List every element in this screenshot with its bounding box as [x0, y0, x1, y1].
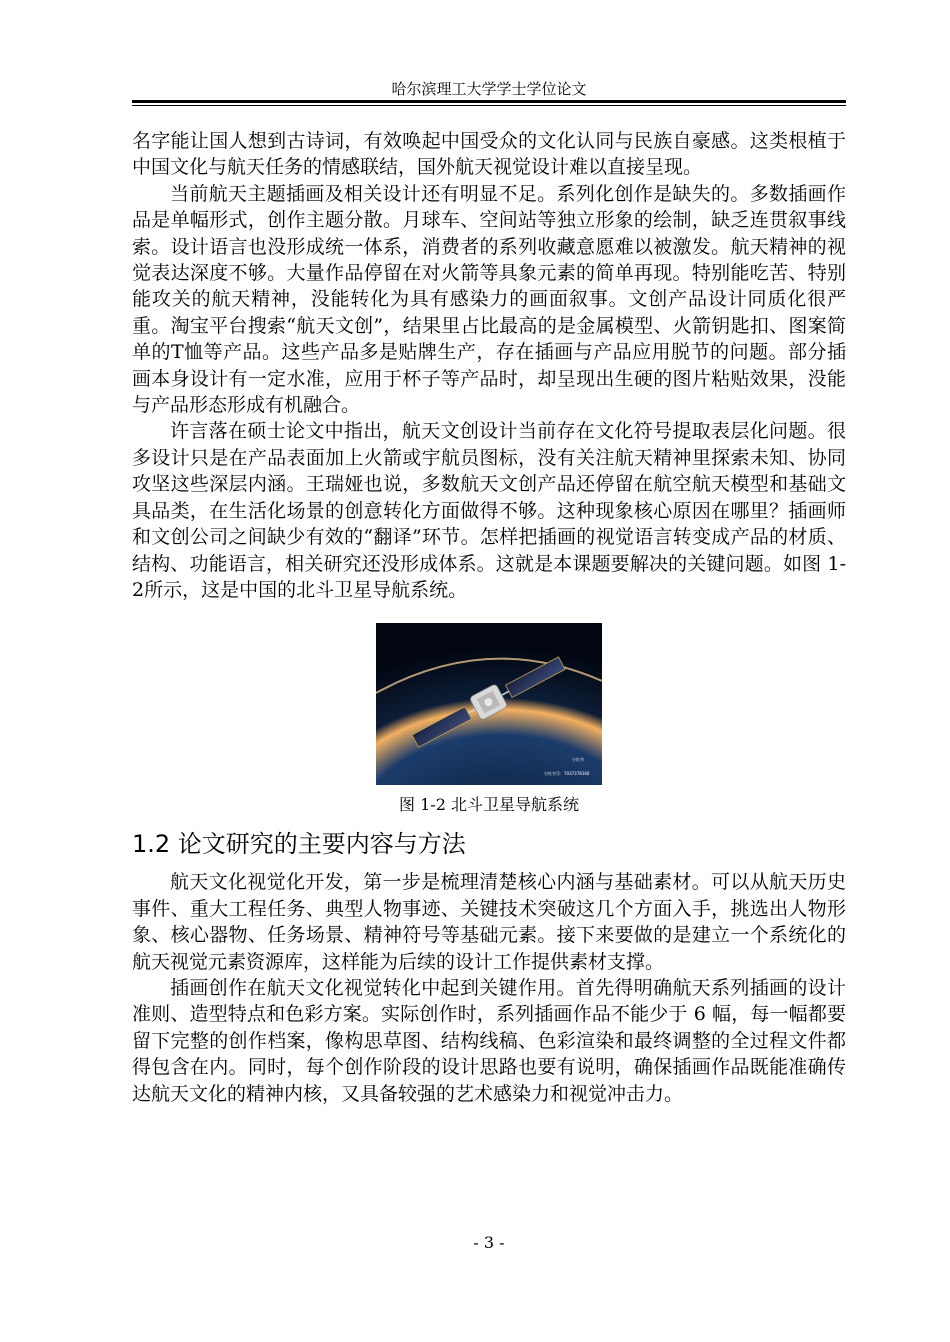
page-number: - 3 - — [473, 1233, 505, 1252]
running-header: 哈尔滨理工大学学士学位论文 — [391, 80, 587, 98]
section-heading: 1.2 论文研究的主要内容与方法 — [132, 830, 466, 859]
body-paragraph: 航天文化视觉化开发，第一步是梳理清楚核心内涵与基础素材。可以从航天历史事件、重大工程任务、典型人物事迹、关键技术突破这几个方面入手，挑选出人物形象、核心器物、任务场景、精神符号等基础元素。接下来要做的是建立一个系统化的航天视觉元素资源库，这样能为后续的设计工作提供素材支撑。 — [132, 871, 846, 973]
header-rule-thick — [132, 100, 846, 103]
page-body — [132, 128, 846, 1107]
figure-1-2 — [132, 623, 846, 815]
body-paragraph: 名字能让国人想到古诗词，有效唤起中国受众的文化认同与民族自豪感。这类根植于中国文化与航天任务的情感联结，国外航天视觉设计难以直接呈现。 — [132, 130, 846, 179]
figure-caption: 图 1-2 北斗卫星导航系统 — [399, 795, 579, 815]
satellite-photo — [376, 623, 602, 785]
body-paragraph: 许言落在硕士论文中指出，航天文创设计当前存在文化符号提取表层化问题。很多设计只是在产品表面加上火箭或宇航员图标，没有关注航天精神里探索未知、协同攻坚这些深层内涵。王瑞娅也说，多数航天文创产品还停留在航空航天模型和基础文具品类，在生活化场景的创意转化方面做得不够。这种现象核心原因在哪里？插画师和文创公司之间缺少有效的“翻译”环节。怎样把插画的视觉语言转变成产品的材质、结构、功能语言，相关研究还没形成体系。这就是本课题要解决的关键问题。如图 1-2所示，这是中国的北斗卫星导航系统。 — [132, 420, 846, 601]
body-paragraph: 当前航天主题插画及相关设计还有明显不足。系列化创作是缺失的。多数插画作品是单幅形式，创作主题分散。月球车、空间站等独立形象的绘制，缺乏连贯叙事线索。设计语言也没形成统一体系，消费者的系列收藏意愿难以被激发。航天精神的视觉表达深度不够。大量作品停留在对火箭等具象元素的简单再现。特别能吃苦、特别能攻关的航天精神，没能转化为具有感染力的画面叙事。文创产品设计同质化很严重。淘宝平台搜索“航天文创”，结果里占比最高的是金属模型、火箭钥匙扣、图案简单的T恤等产品。这些产品多是贴牌生产，存在插画与产品应用脱节的问题。部分插画本身设计有一定水准，应用于杯子等产品时，却呈现出生硬的图片粘贴效果，没能与产品形态形成有机融合。 — [132, 182, 846, 417]
watermark-logo: 小红书 — [572, 757, 584, 763]
body-paragraph: 插画创作在航天文化视觉转化中起到关键作用。首先得明确航天系列插画的设计准则、造型特点和色彩方案。实际创作时，系列插画作品不能少于 6 幅，每一幅都要留下完整的创作档案，像构思草图、结构线稿、色彩渲染和最终调整的全过程文件都得包含在内。同时，每个创作阶段的设计思路也要有说明，确保插画作品既能准确传达航天文化的精神内核，又具备较强的艺术感染力和视觉冲击力。 — [132, 976, 846, 1105]
header-rule-thin — [132, 105, 846, 106]
watermark-text: 小红书号：7037378160 — [544, 771, 590, 777]
